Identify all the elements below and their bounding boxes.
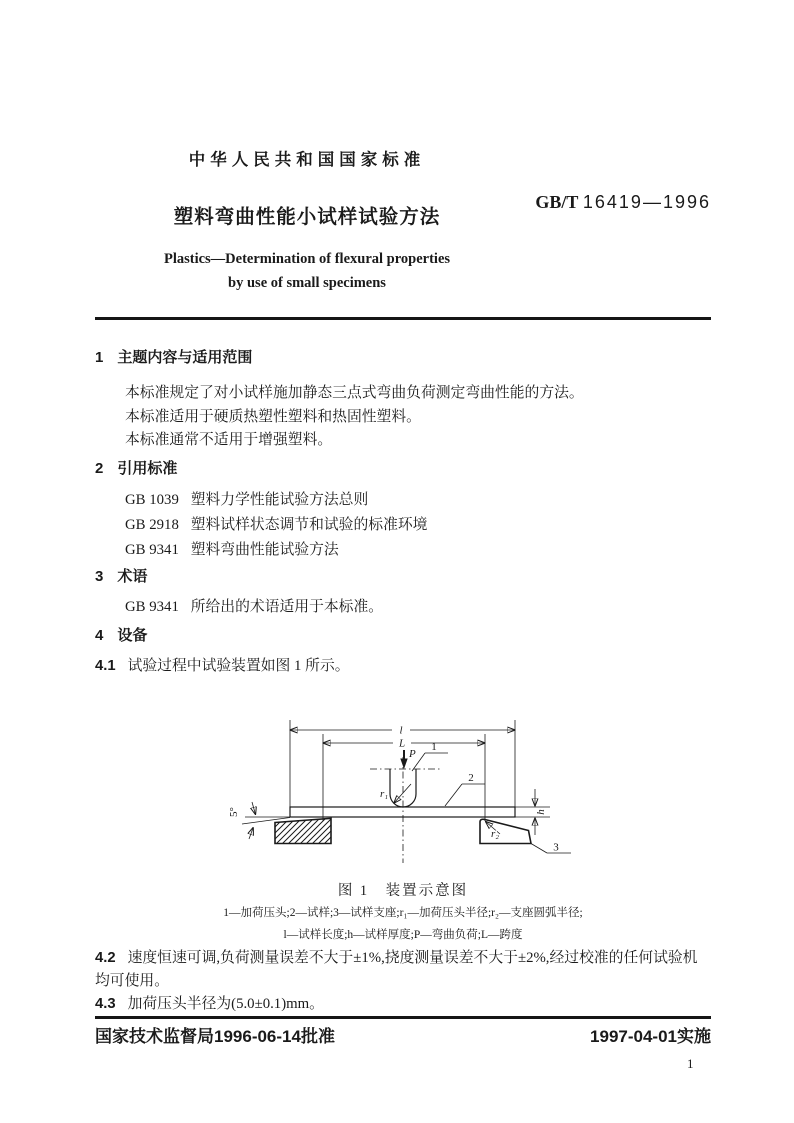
title-english-line1: Plastics—Determination of flexural properties bbox=[163, 251, 451, 267]
clause-4-3-number: 4.3 bbox=[95, 996, 116, 1012]
section-4-heading bbox=[95, 624, 147, 645]
section-3-title: 术语 bbox=[117, 568, 148, 585]
reference-code: GB 9341 bbox=[125, 599, 179, 615]
clause-4-1 bbox=[95, 654, 350, 675]
callout-3-leader bbox=[531, 841, 571, 854]
r1-leader bbox=[394, 784, 411, 803]
section-3-number: 3 bbox=[95, 568, 104, 585]
section-2-title: 引用标准 bbox=[117, 460, 178, 477]
header-rule bbox=[95, 317, 711, 320]
implementation-note: 1997-04-01实施 bbox=[590, 1027, 711, 1046]
figure-1-caption: 图 1 装置示意图 bbox=[337, 883, 469, 899]
reference-item bbox=[125, 513, 427, 534]
standard-number-digits: 16419—1996 bbox=[582, 192, 711, 212]
page-number: 1 bbox=[687, 1056, 694, 1071]
figure-1-legend-line1: 1—加荷压头;2—试样;3—试样支座;r₁—加荷压头半径;r₂—支座圆弧半径; bbox=[223, 907, 583, 919]
clause-4-3 bbox=[95, 992, 324, 1013]
reference-code: GB 2918 bbox=[125, 517, 179, 533]
clause-4-2-number: 4.2 bbox=[95, 950, 116, 966]
label-h: h bbox=[535, 809, 547, 815]
title-english-line2: by use of small specimens bbox=[228, 275, 386, 291]
figure-1-legend-line2: l—试样长度;h—试样厚度;P—弯曲负荷;L—跨度 bbox=[283, 929, 523, 941]
label-2: 2 bbox=[468, 772, 474, 784]
reference-item bbox=[125, 488, 368, 509]
reference-name: 塑料弯曲性能试验方法 bbox=[190, 542, 339, 558]
label-1: 1 bbox=[431, 741, 437, 753]
label-r1: r₁ bbox=[380, 788, 389, 800]
label-L: L bbox=[398, 737, 406, 750]
dimension-extension-lines bbox=[290, 720, 550, 821]
callout-2-leader bbox=[445, 784, 485, 806]
section-4-title: 设备 bbox=[117, 627, 148, 644]
figure-1-diagram bbox=[228, 700, 600, 872]
clause-4-1-number: 4.1 bbox=[95, 658, 116, 674]
clause-4-3-text: 加荷压头半径为(5.0±0.1)mm。 bbox=[127, 996, 324, 1012]
section-4-number: 4 bbox=[95, 627, 104, 644]
section-2-heading bbox=[95, 457, 177, 478]
load-arrow-head bbox=[400, 759, 407, 770]
standard-number bbox=[535, 192, 711, 213]
page-content bbox=[95, 0, 711, 1123]
apparatus-schematic bbox=[228, 700, 600, 872]
section-3-heading bbox=[95, 565, 147, 586]
label-P: P bbox=[409, 748, 416, 760]
section-1-title: 主题内容与适用范围 bbox=[117, 349, 253, 366]
national-standard-label: 中华人民共和国国家标准 bbox=[188, 151, 426, 169]
approval-note: 国家技术监督局1996-06-14批准 bbox=[95, 1027, 335, 1046]
footer-rule bbox=[95, 1016, 711, 1019]
left-support bbox=[275, 818, 331, 843]
label-3: 3 bbox=[553, 841, 559, 854]
title-chinese: 塑料弯曲性能小试样试验方法 bbox=[173, 206, 441, 228]
clause-4-1-text: 试验过程中试验装置如图 1 所示。 bbox=[127, 658, 350, 674]
reference-name: 塑料试样状态调节和试验的标准环境 bbox=[190, 517, 428, 533]
terms-text: 所给出的术语适用于本标准。 bbox=[190, 599, 384, 615]
label-l: l bbox=[399, 724, 403, 737]
section-2-number: 2 bbox=[95, 460, 104, 477]
clause-4-2-text: 速度恒速可调,负荷测量误差不大于±1%,挠度测量误差不大于±2%,经过校准的任何试验机均可使用。 bbox=[95, 950, 698, 989]
callout-1-leader bbox=[412, 753, 448, 771]
reference-code: GB 1039 bbox=[125, 492, 179, 508]
section-1-number: 1 bbox=[95, 349, 104, 366]
label-r2: r₂ bbox=[491, 828, 500, 840]
standard-number-prefix: GB/T bbox=[535, 192, 579, 212]
reference-item bbox=[125, 538, 339, 559]
section-1-paragraph-2: 本标准适用于硬质热塑性塑料和热固性塑料。 bbox=[125, 409, 421, 425]
label-angle: 5° bbox=[228, 807, 240, 817]
section-3-paragraph bbox=[125, 595, 383, 616]
section-1-paragraph-1: 本标准规定了对小试样施加静态三点式弯曲负荷测定弯曲性能的方法。 bbox=[125, 385, 584, 401]
specimen-bar bbox=[290, 807, 515, 817]
reference-code: GB 9341 bbox=[125, 542, 179, 558]
reference-name: 塑料力学性能试验方法总则 bbox=[190, 492, 369, 508]
clause-4-2 bbox=[95, 947, 711, 993]
section-1-heading bbox=[95, 346, 252, 367]
section-1-paragraph-3: 本标准通常不适用于增强塑料。 bbox=[125, 432, 333, 448]
